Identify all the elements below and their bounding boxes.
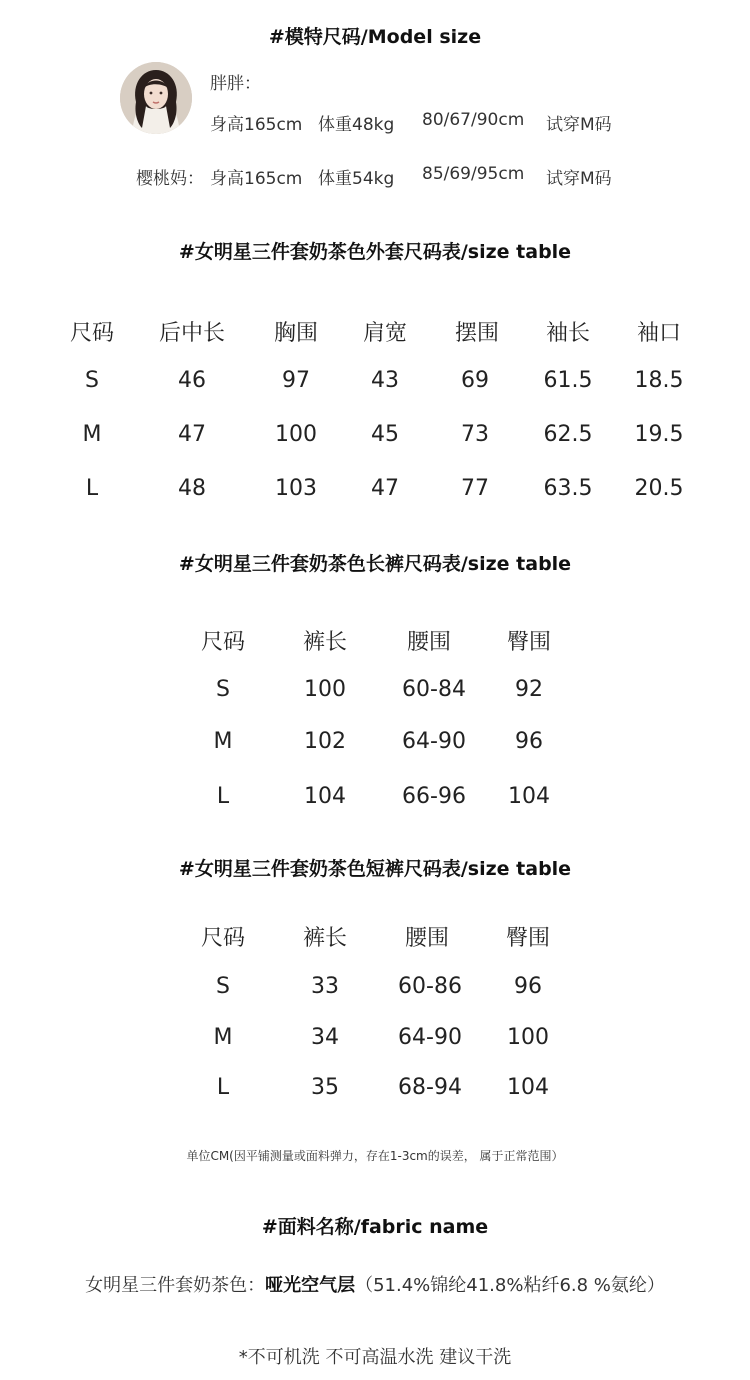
shorts-cell: 33 <box>311 974 339 999</box>
model2-tried: 试穿M码 <box>546 169 612 189</box>
coat-cell: 43 <box>371 368 399 393</box>
coat-cell: 63.5 <box>543 476 593 501</box>
shorts-cell: 104 <box>507 1075 549 1100</box>
shorts-header-cell: 腰围 <box>404 926 450 951</box>
model1-measure: 80/67/90cm <box>422 110 525 130</box>
model1-stats <box>0 110 750 134</box>
pants-table-title: #女明星三件套奶茶色长裤尺码表/size table <box>178 553 572 575</box>
model2-stats <box>0 164 750 188</box>
coat-cell: 45 <box>371 422 399 447</box>
model1-name: 胖胖： <box>210 74 261 94</box>
pants-cell: 66-96 <box>402 784 466 809</box>
shorts-cell: 68-94 <box>398 1075 462 1100</box>
coat-cell: 62.5 <box>543 422 593 447</box>
coat-cell: 47 <box>178 422 206 447</box>
shorts-cell: 35 <box>311 1075 339 1100</box>
shorts-cell: 100 <box>507 1025 549 1050</box>
model2-measure: 85/69/95cm <box>422 164 525 184</box>
pants-cell: 100 <box>304 677 346 702</box>
coat-cell: 46 <box>178 368 206 393</box>
shorts-header-cell: 尺码 <box>200 926 246 951</box>
shorts-cell: 60-86 <box>398 974 462 999</box>
coat-cell: S <box>85 368 99 393</box>
pants-cell: S <box>216 677 230 702</box>
shorts-cell: L <box>216 1075 230 1100</box>
pants-cell: 104 <box>508 784 550 809</box>
coat-cell: 100 <box>275 422 317 447</box>
coat-header-cell: 袖口 <box>636 321 682 346</box>
pants-header-cell: 腰围 <box>406 630 452 655</box>
coat-cell: 47 <box>371 476 399 501</box>
fabric-prefix: 女明星三件套奶茶色： <box>85 1275 266 1296</box>
coat-cell: 20.5 <box>634 476 684 501</box>
pants-cell: 104 <box>304 784 346 809</box>
fabric-name: 哑光空气层 <box>265 1275 356 1296</box>
fabric-title: #面料名称/fabric name <box>261 1216 489 1238</box>
pants-cell: 102 <box>304 729 346 754</box>
pants-header-cell: 尺码 <box>200 630 246 655</box>
shorts-cell: S <box>216 974 230 999</box>
coat-header-cell: 胸围 <box>273 321 319 346</box>
model1-height: 身高165cm <box>210 115 303 135</box>
coat-cell: 48 <box>178 476 206 501</box>
fabric-composition: （51.4%锦纶41.8%粘纤6.8 %氨纶） <box>355 1275 665 1296</box>
model-size-title: #模特尺码/Model size <box>268 26 482 48</box>
coat-cell: 97 <box>282 368 310 393</box>
pants-cell: M <box>213 729 233 754</box>
coat-cell: 103 <box>275 476 317 501</box>
coat-header-cell: 摆围 <box>454 321 500 346</box>
pants-cell: 92 <box>515 677 543 702</box>
fabric-line <box>0 1271 750 1297</box>
coat-cell: 18.5 <box>634 368 684 393</box>
shorts-cell: 34 <box>311 1025 339 1050</box>
shorts-header-cell: 裤长 <box>302 926 348 951</box>
pants-header-cell: 裤长 <box>302 630 348 655</box>
coat-table-title: #女明星三件套奶茶色外套尺码表/size table <box>178 241 572 263</box>
shorts-cell: 64-90 <box>398 1025 462 1050</box>
model1-weight: 体重48kg <box>318 115 395 135</box>
shorts-table-title: #女明星三件套奶茶色短裤尺码表/size table <box>178 858 572 880</box>
coat-header-cell: 肩宽 <box>362 321 408 346</box>
shorts-cell: M <box>213 1025 233 1050</box>
coat-cell: 61.5 <box>543 368 593 393</box>
model2-height: 身高165cm <box>210 169 303 189</box>
pants-header-cell: 臀围 <box>506 630 552 655</box>
pants-cell: 96 <box>515 729 543 754</box>
care-instructions: *不可机洗 不可高温水洗 建议干洗 <box>238 1347 512 1368</box>
shorts-header-cell: 臀围 <box>505 926 551 951</box>
coat-cell: 77 <box>461 476 489 501</box>
coat-cell: 69 <box>461 368 489 393</box>
coat-cell: 73 <box>461 422 489 447</box>
pants-cell: 60-84 <box>402 677 466 702</box>
measurement-note: 单位CM(因平铺测量或面料弹力，存在1-3cm的误差， 属于正常范围） <box>186 1149 564 1163</box>
pants-cell: L <box>216 784 230 809</box>
coat-header-cell: 后中长 <box>158 321 226 346</box>
model2-weight: 体重54kg <box>318 169 395 189</box>
coat-header-cell: 袖长 <box>545 321 591 346</box>
coat-header-cell: 尺码 <box>69 321 115 346</box>
coat-cell: L <box>85 476 99 501</box>
model2-name: 樱桃妈： <box>136 169 204 189</box>
pants-cell: 64-90 <box>402 729 466 754</box>
coat-cell: 19.5 <box>634 422 684 447</box>
shorts-cell: 96 <box>514 974 542 999</box>
model1-tried: 试穿M码 <box>546 115 612 135</box>
coat-cell: M <box>82 422 102 447</box>
